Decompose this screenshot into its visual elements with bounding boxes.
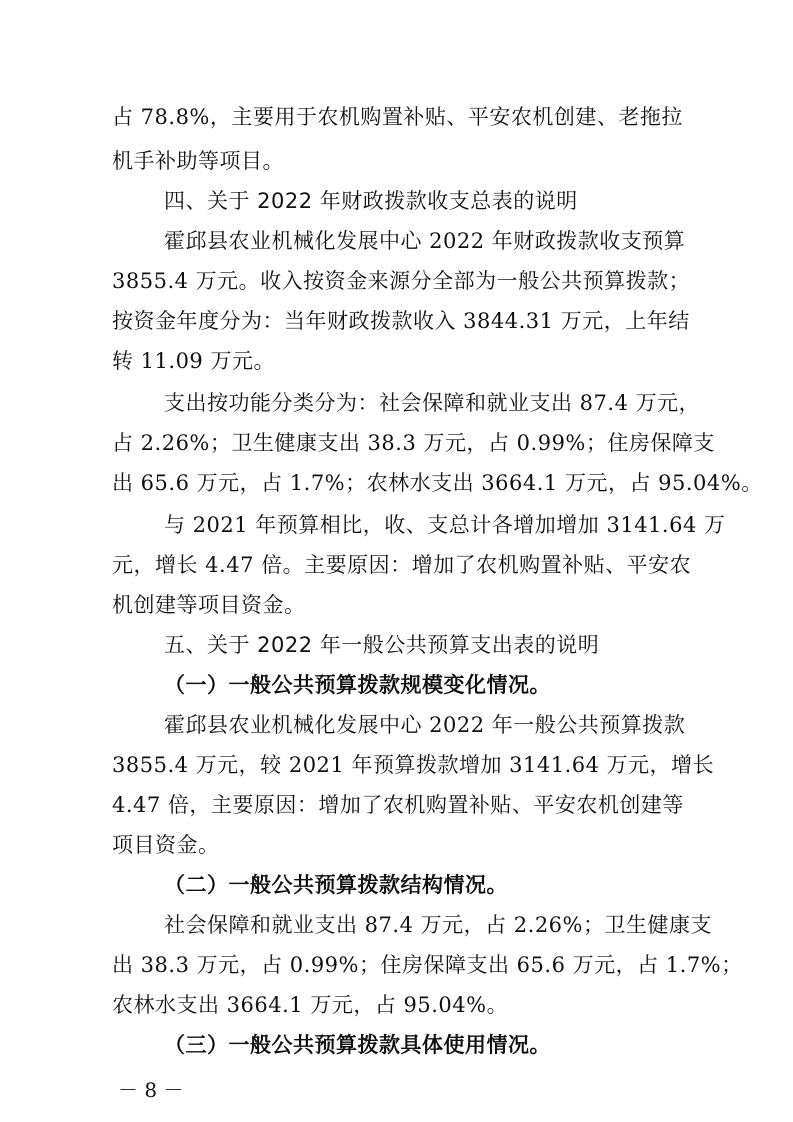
- subheading-2: （二）一般公共预算拨款结构情况。: [164, 872, 508, 897]
- body-line-6: 按资金年度分为：当年财政拨款收入 3844.31 万元，上年结: [112, 309, 690, 333]
- body-line-8: 支出按功能分类分为：社会保障和就业支出 87.4 万元，: [164, 391, 701, 415]
- body-line-22: 出 38.3 万元，占 0.99%；住房保障支出 65.6 万元，占 1.7%；: [112, 953, 743, 977]
- body-line-9: 占 2.26%；卫生健康支出 38.3 万元，占 0.99%；住房保障支: [112, 431, 715, 455]
- body-line-5: 3855.4 万元。收入按资金来源分全部为一般公共预算拨款；: [112, 269, 691, 293]
- body-line-21: 社会保障和就业支出 87.4 万元，占 2.26%；卫生健康支: [164, 913, 712, 937]
- body-line-18: 4.47 倍，主要原因：增加了农机购置补贴、平安农机创建等: [112, 793, 684, 817]
- body-line-1: 占 78.8%，主要用于农机购置补贴、平安农机创建、老拖拉: [112, 105, 683, 129]
- body-line-19: 项目资金。: [112, 833, 220, 857]
- body-line-4: 霍邱县农业机械化发展中心 2022 年财政拨款收支预算: [164, 229, 686, 253]
- subheading-3: （三）一般公共预算拨款具体使用情况。: [164, 1032, 551, 1057]
- body-line-2: 机手补助等项目。: [112, 149, 284, 173]
- body-line-23: 农林水支出 3664.1 万元，占 95.04%。: [112, 993, 509, 1017]
- subheading-1: （一）一般公共预算拨款规模变化情况。: [164, 672, 551, 697]
- body-line-11: 与 2021 年预算相比，收、支总计各增加增加 3141.64 万: [164, 513, 726, 537]
- body-line-13: 机创建等项目资金。: [112, 593, 306, 617]
- body-line-10: 出 65.6 万元，占 1.7%；农林水支出 3664.1 万元，占 95.04%。: [112, 471, 763, 495]
- body-line-7: 转 11.09 万元。: [112, 349, 275, 373]
- body-line-16: 霍邱县农业机械化发展中心 2022 年一般公共预算拨款: [164, 713, 686, 737]
- section-heading-5: 五、关于 2022 年一般公共预算支出表的说明: [164, 633, 600, 657]
- body-line-12: 元，增长 4.47 倍。主要原因：增加了农机购置补贴、平安农: [112, 553, 692, 577]
- section-heading-4: 四、关于 2022 年财政拨款收支总表的说明: [164, 189, 578, 213]
- page-number: － 8 －: [118, 1078, 184, 1102]
- body-line-17: 3855.4 万元，较 2021 年预算拨款增加 3141.64 万元，增长: [112, 753, 715, 777]
